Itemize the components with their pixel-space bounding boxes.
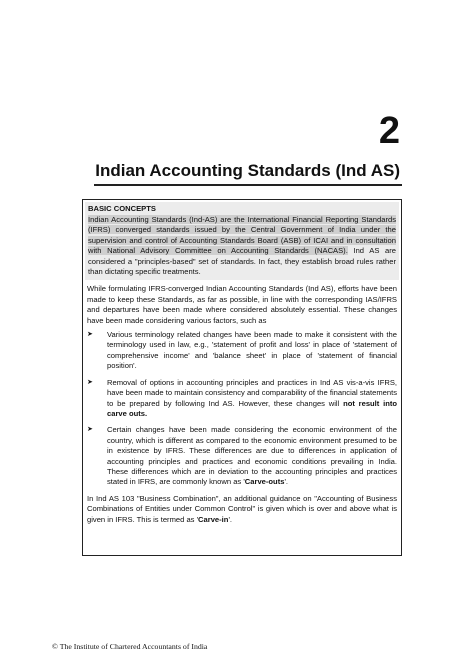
bullet-text-part: Removal of options in accounting principles and practices in Ind AS vis-a-vis IFRS, have been made to maintain consistency and comparability of the financial statements to be prepared by following Ind AS. However, these changes will	[107, 377, 397, 408]
chapter-number: 2	[378, 110, 400, 152]
panel-text-highlight: Indian Accounting Standards (Ind-AS) are the International Financial Reporting Standards (IFRS) converged standards issued by the Central Government of India under the supervision and control of Accounting Standards Board (ASB) of ICAI and in consultation with National Advisory Committee on Accounting Standards (NACAS).	[88, 215, 396, 256]
closing-text-bold: Carve-in	[198, 514, 229, 524]
panel-text	[88, 215, 396, 277]
bullet-text-bold: Carve-outs	[244, 477, 285, 487]
list-item	[87, 378, 397, 420]
footer-copyright: © The Institute of Chartered Accountants of India	[52, 642, 208, 651]
bullet-text	[107, 425, 397, 487]
closing-text: In Ind AS 103 "Business Combination", an additional guidance on "Accounting of Business Combinations of Entities under Common Control" is given which is over and above what is given in IFRS. This is termed as '	[87, 493, 397, 524]
closing-paragraph	[83, 494, 401, 525]
chapter-title: Indian Accounting Standards (Ind AS)	[95, 161, 400, 180]
bullet-text: Various terminology related changes have been made to make it consistent with the terminology used in law, e.g., 'statement of profit and loss' in place of 'statement of comprehensive income' and 'balance sheet' in place of 'statement of financial position'.	[107, 330, 397, 371]
bullet-text-part: '.	[284, 477, 289, 487]
arrow-bullet-icon: ➤	[87, 378, 93, 386]
bullet-text	[107, 378, 397, 420]
panel-text-rest: Ind AS are considered a "principles-based" set of standards. In fact, they establish broad rules rather than dictating specific treatments.	[88, 246, 396, 277]
closing-text-end: '.	[228, 514, 232, 524]
content-box	[82, 199, 402, 556]
intro-paragraph: While formulating IFRS-converged Indian Accounting Standards (Ind AS), efforts have been made to keep these Standards, as far as possible, in line with the corresponding IAS/IFRS and departures have been made where considered absolutely essential. These changes have been made considering various factors, such as	[87, 284, 397, 325]
list-item	[87, 330, 397, 372]
basic-concepts-panel	[85, 202, 399, 280]
arrow-bullet-icon: ➤	[87, 426, 93, 434]
title-underline	[94, 184, 402, 186]
bullet-text-bold: not result into carve outs.	[107, 398, 397, 418]
panel-heading: BASIC CONCEPTS	[88, 204, 156, 213]
list-item	[87, 425, 397, 487]
arrow-bullet-icon: ➤	[87, 331, 93, 339]
bullet-list	[87, 330, 397, 488]
bullet-text-part: Certain changes have been made considering the economic environment of the country, which is different as compared to the economic environment presumed to be in existence by IFRS. These differences are due to differences in application of accounting principles and practices and economic conditions prevailing in India. These differences which are in deviation to the accounting principles and practices stated in IFRS, are commonly known as '	[107, 425, 397, 487]
